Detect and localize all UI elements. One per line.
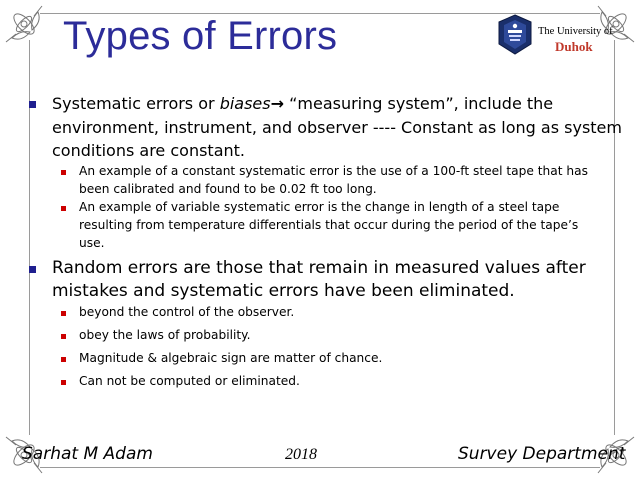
- bullet-1-line-1: [52, 94, 553, 114]
- sub-bullet-b2-item: beyond the control of the observer.: [79, 305, 295, 319]
- university-logo: [495, 12, 613, 57]
- frame-bottom-line: [40, 467, 600, 468]
- bullet-1-line-2: environment, instrument, and observer ---- Constant as long as system: [52, 118, 622, 137]
- sub-bullet-marker: [61, 206, 66, 211]
- bullet-1-post: “measuring system”, include the: [284, 94, 554, 113]
- sub-bullet-marker: [61, 311, 66, 316]
- bullet-marker: [29, 101, 36, 108]
- frame-left-line: [29, 40, 30, 435]
- sub-bullet-marker: [61, 357, 66, 362]
- bullet-2-line-1: Random errors are those that remain in measured values after: [52, 258, 586, 278]
- sub-bullet-2-line-3: use.: [79, 236, 105, 250]
- bullet-marker: [29, 266, 36, 273]
- footer-year: 2018: [285, 446, 317, 463]
- university-emblem-icon: [497, 14, 533, 55]
- sub-bullet-b2-item: Magnitude & algebraic sign are matter of chance.: [79, 351, 383, 365]
- arrow-icon: →: [270, 94, 285, 113]
- sub-bullet-b2-item: obey the laws of probability.: [79, 328, 251, 342]
- bullet-2-line-2: mistakes and systematic errors have been eliminated.: [52, 281, 515, 301]
- sub-bullet-2-line-1: An example of variable systematic error is the change in length of a steel tape: [79, 200, 560, 214]
- corner-ornament-top-left-icon: [2, 2, 50, 50]
- slide-title: Types of Errors: [63, 14, 338, 58]
- bullet-1-italic: biases: [219, 94, 271, 113]
- logo-university-text: The University of: [538, 26, 613, 37]
- sub-bullet-1-line-2: been calibrated and found to be 0.02 ft too long.: [79, 182, 377, 196]
- sub-bullet-1-line-1: An example of a constant systematic error is the use of a 100-ft steel tape that has: [79, 164, 588, 178]
- bullet-1-pre: Systematic errors or: [52, 94, 220, 113]
- footer-department: Survey Department: [458, 444, 626, 464]
- frame-right-line: [614, 40, 615, 435]
- sub-bullet-2-line-2: resulting from temperature differentials that occur during the period of the tape’s: [79, 218, 579, 232]
- bullet-1-line-3: conditions are constant.: [52, 141, 245, 160]
- sub-bullet-marker: [61, 334, 66, 339]
- logo-city-text: Duhok: [555, 39, 593, 54]
- sub-bullet-b2-item: Can not be computed or eliminated.: [79, 374, 300, 388]
- sub-bullet-marker: [61, 380, 66, 385]
- sub-bullet-marker: [61, 170, 66, 175]
- footer-author: Sarhat M Adam: [22, 444, 153, 464]
